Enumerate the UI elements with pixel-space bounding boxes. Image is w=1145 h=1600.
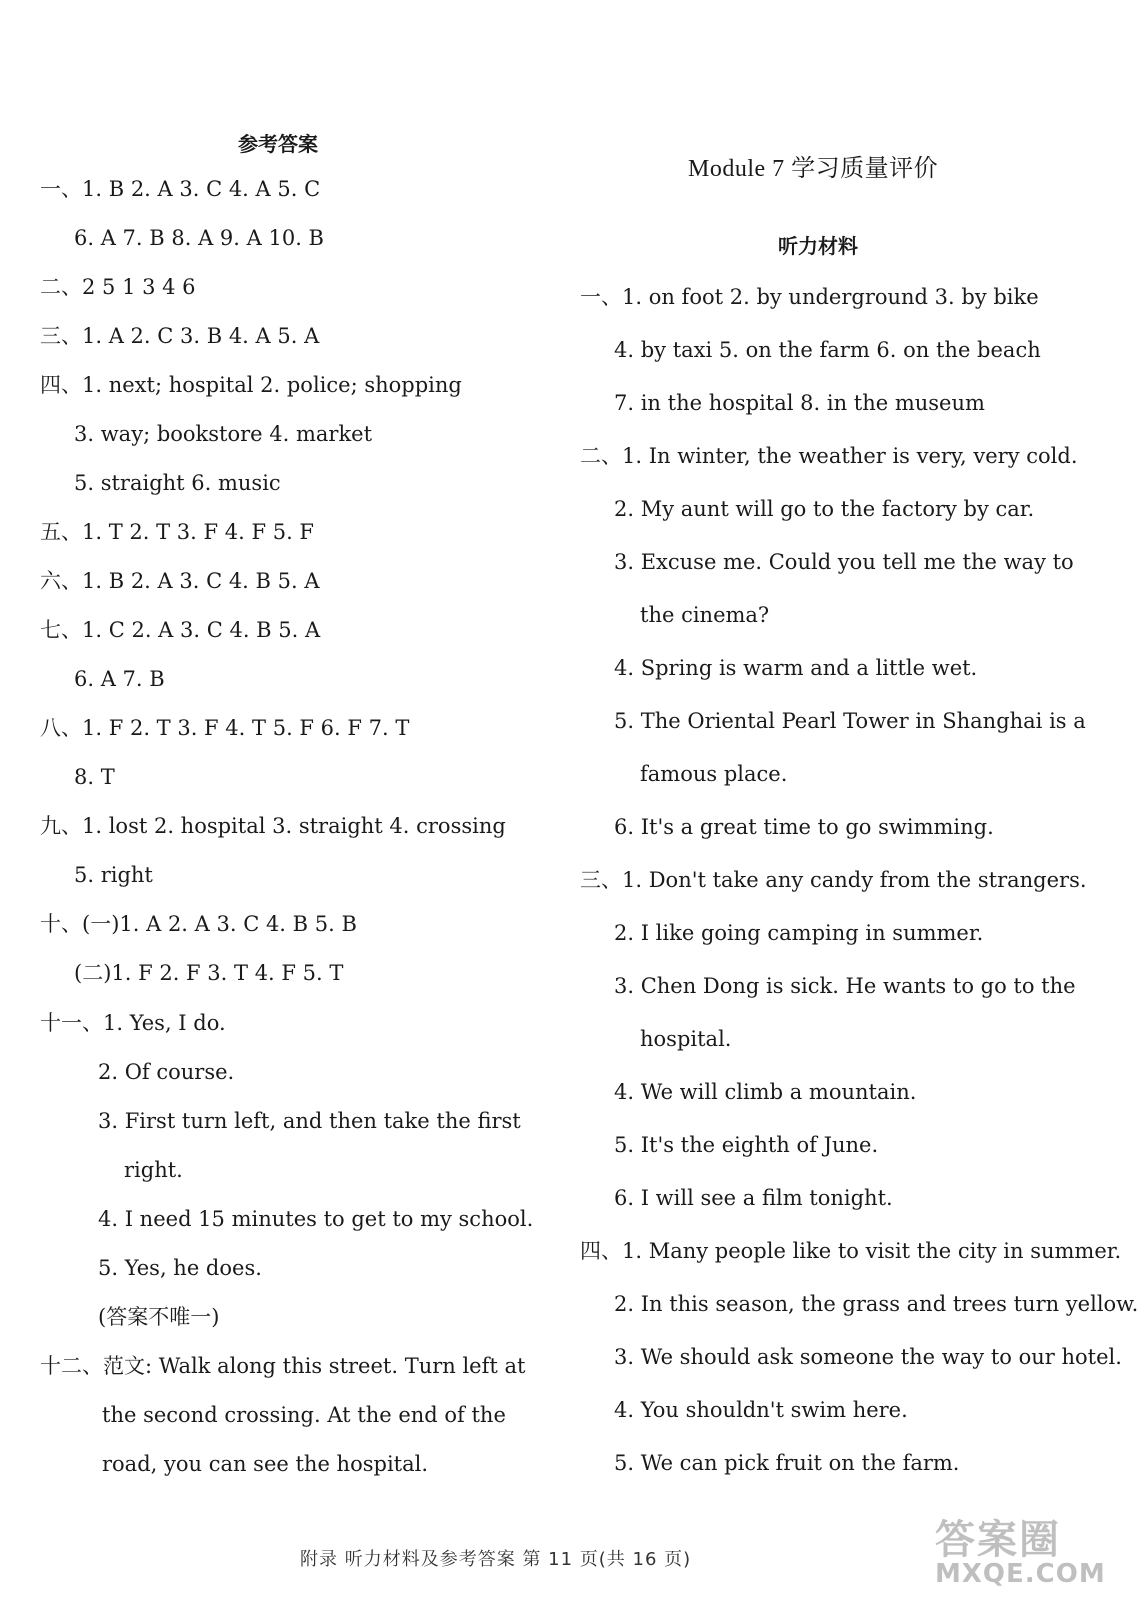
answer-key-title: 参考答案 xyxy=(238,132,318,156)
answer-line: 十、(一)1. A 2. A 3. C 4. B 5. B xyxy=(40,912,357,936)
answer-line: 十一、1. Yes, I do. xyxy=(40,1011,226,1035)
answer-line: 5. Yes, he does. xyxy=(98,1256,262,1280)
answer-line: road, you can see the hospital. xyxy=(102,1452,429,1476)
listening-material-title: 听力材料 xyxy=(778,234,858,258)
page-footer: 附录 听力材料及参考答案 第 11 页(共 16 页) xyxy=(300,1549,692,1570)
watermark-text: 答案圈 xyxy=(935,1517,1061,1563)
listening-line: 3. Excuse me. Could you tell me the way to xyxy=(614,550,1074,574)
module-title: Module 7 学习质量评价 xyxy=(688,156,939,182)
listening-line: 7. in the hospital 8. in the museum xyxy=(614,391,985,415)
answer-line: 3. First turn left, and then take the first xyxy=(98,1109,521,1133)
listening-line: 3. Chen Dong is sick. He wants to go to the xyxy=(614,974,1076,998)
listening-line: 二、1. In winter, the weather is very, very cold. xyxy=(580,444,1078,468)
answer-line: (二)1. F 2. F 3. T 4. F 5. T xyxy=(74,961,344,985)
listening-line: 2. My aunt will go to the factory by car. xyxy=(614,497,1035,521)
answer-line: right. xyxy=(124,1158,183,1182)
answer-line: 六、1. B 2. A 3. C 4. B 5. A xyxy=(40,569,320,593)
listening-line: the cinema? xyxy=(640,603,770,627)
listening-line: 4. You shouldn't swim here. xyxy=(614,1398,908,1422)
listening-line: 4. by taxi 5. on the farm 6. on the beach xyxy=(614,338,1041,362)
answer-line: 8. T xyxy=(74,765,115,789)
listening-line: 三、1. Don't take any candy from the strangers. xyxy=(580,868,1087,892)
listening-line: 3. We should ask someone the way to our hotel. xyxy=(614,1345,1122,1369)
listening-line: 5. The Oriental Pearl Tower in Shanghai is a xyxy=(614,709,1086,733)
listening-line: 6. I will see a film tonight. xyxy=(614,1186,893,1210)
answer-line: 二、2 5 1 3 4 6 xyxy=(40,275,196,299)
listening-line: hospital. xyxy=(640,1027,732,1051)
listening-line: 5. We can pick fruit on the farm. xyxy=(614,1451,960,1475)
listening-line: 四、1. Many people like to visit the city in summer. xyxy=(580,1239,1122,1263)
answer-line: 6. A 7. B 8. A 9. A 10. B xyxy=(74,226,324,250)
listening-line: 4. We will climb a mountain. xyxy=(614,1080,917,1104)
answer-line: 五、1. T 2. T 3. F 4. F 5. F xyxy=(40,520,314,544)
listening-line: 6. It's a great time to go swimming. xyxy=(614,815,994,839)
listening-line: 2. I like going camping in summer. xyxy=(614,921,984,945)
answer-line: 四、1. next; hospital 2. police; shopping xyxy=(40,373,462,397)
answer-line: 一、1. B 2. A 3. C 4. A 5. C xyxy=(40,177,321,201)
answer-line: 6. A 7. B xyxy=(74,667,165,691)
answer-line: 十二、范文: Walk along this street. Turn left at xyxy=(40,1354,526,1378)
listening-line: 2. In this season, the grass and trees turn yellow. xyxy=(614,1292,1139,1316)
listening-line: famous place. xyxy=(640,762,788,786)
answer-line: 4. I need 15 minutes to get to my school. xyxy=(98,1207,534,1231)
answer-line: the second crossing. At the end of the xyxy=(102,1403,506,1427)
answer-line: 三、1. A 2. C 3. B 4. A 5. A xyxy=(40,324,320,348)
answer-line: 5. right xyxy=(74,863,153,887)
answer-line: 八、1. F 2. T 3. F 4. T 5. F 6. F 7. T xyxy=(40,716,410,740)
answer-line: 2. Of course. xyxy=(98,1060,235,1084)
answer-line: 七、1. C 2. A 3. C 4. B 5. A xyxy=(40,618,321,642)
answer-line: (答案不唯一) xyxy=(98,1305,220,1329)
answer-line: 5. straight 6. music xyxy=(74,471,281,495)
answer-line: 3. way; bookstore 4. market xyxy=(74,422,373,446)
watermark-logo xyxy=(935,1508,1115,1592)
watermark-url: MXQE.COM xyxy=(935,1559,1106,1589)
listening-line: 4. Spring is warm and a little wet. xyxy=(614,656,978,680)
answer-line: 九、1. lost 2. hospital 3. straight 4. crossing xyxy=(40,814,506,838)
listening-line: 一、1. on foot 2. by underground 3. by bike xyxy=(580,285,1039,309)
listening-line: 5. It's the eighth of June. xyxy=(614,1133,879,1157)
